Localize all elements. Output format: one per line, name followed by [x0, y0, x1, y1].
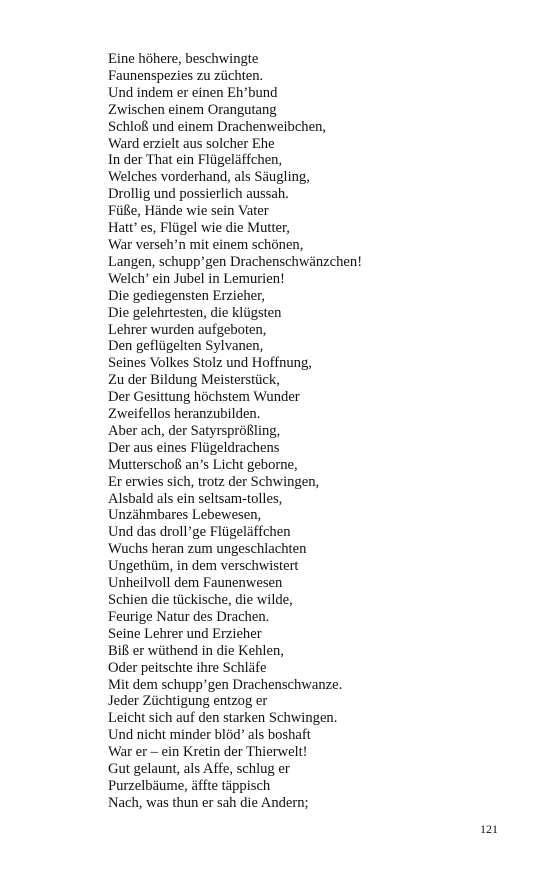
poem-line: In der That ein Flügeläffchen, [108, 152, 283, 169]
poem-line: Ward erzielt aus solcher Ehe [108, 135, 275, 152]
poem-line: Schien die tückische, die wilde, [108, 592, 293, 608]
poem-line: Drollig und possierlich aussah. [108, 186, 289, 203]
poem-line: War er – ein Kretin der Thierwelt! [108, 744, 308, 761]
poem-line: Zu der Bildung Meisterstück, [108, 372, 280, 389]
poem-line: Mutterschoß an’s Licht geborne, [108, 456, 298, 473]
poem-line: Und indem er einen Eh’bund [108, 84, 278, 101]
poem-line: Biß er wüthend in die Kehlen, [108, 642, 284, 659]
poem-line: Den geflügelten Sylvanen, [108, 338, 264, 355]
poem-line: Alsbald als ein seltsam-tolles, [108, 490, 283, 507]
poem-line: Faunenspezies zu züchten. [108, 67, 264, 84]
poem-line: Hatt’ es, Flügel wie die Mutter, [108, 220, 290, 237]
poem-line: War verseh’n mit einem schönen, [108, 236, 304, 253]
poem-line: Er erwies sich, trotz der Schwingen, [108, 473, 320, 490]
poem-line: Gut gelaunt, als Affe, schlug er [108, 761, 290, 778]
poem-line: Aber ach, der Satyrsprößling, [108, 422, 281, 439]
poem-line: Oder peitschte ihre Schläfe [108, 659, 267, 676]
page-number: 121 [480, 822, 498, 836]
poem-line: Zweifellos heranzubilden. [108, 406, 261, 423]
poem-line: Mit dem schupp’gen Drachenschwanze. [108, 676, 343, 693]
poem-text [108, 51, 362, 812]
poem-line: Der aus eines Flügeldrachens [108, 439, 280, 456]
poem-line: Feurige Natur des Drachen. [108, 608, 270, 625]
poem-line: Ungethüm, in dem verschwistert [108, 558, 299, 575]
poem-line: Eine höhere, beschwingte [108, 51, 259, 67]
poem-line: Und nicht minder blöd’ als boshaft [108, 727, 311, 744]
poem-line: Welch’ ein Jubel in Lemurien! [108, 270, 285, 287]
poem-line: Wuchs heran zum ungeschlachten [108, 541, 307, 558]
poem-line: Die gediegensten Erzieher, [108, 287, 266, 304]
poem-line: Lehrer wurden aufgeboten, [108, 321, 267, 338]
poem-line: Füße, Hände wie sein Vater [108, 203, 269, 220]
poem-line: Welches vorderhand, als Säugling, [108, 169, 310, 186]
poem-line: Und das droll’ge Flügeläffchen [108, 524, 291, 541]
poem-line: Seines Volkes Stolz und Hoffnung, [108, 355, 312, 372]
poem-line: Der Gesittung höchstem Wunder [108, 389, 300, 406]
poem-line: Leicht sich auf den starken Schwingen. [108, 710, 338, 727]
poem-line: Schloß und einem Drachenweibchen, [108, 118, 327, 135]
poem-line: Seine Lehrer und Erzieher [108, 625, 262, 642]
poem-line: Nach, was thun er sah die Andern; [108, 794, 309, 811]
poem-line: Jeder Züchtigung entzog er [108, 693, 268, 710]
poem-line: Die gelehrtesten, die klügsten [108, 304, 282, 321]
poem-line: Purzelbäume, äffte täppisch [108, 777, 271, 794]
poem-line: Unheilvoll dem Faunenwesen [108, 575, 283, 592]
poem-line: Unzähmbares Lebewesen, [108, 507, 262, 524]
poem-line: Zwischen einem Orangutang [108, 101, 277, 118]
poem-line: Langen, schupp’gen Drachenschwänzchen! [108, 253, 363, 270]
